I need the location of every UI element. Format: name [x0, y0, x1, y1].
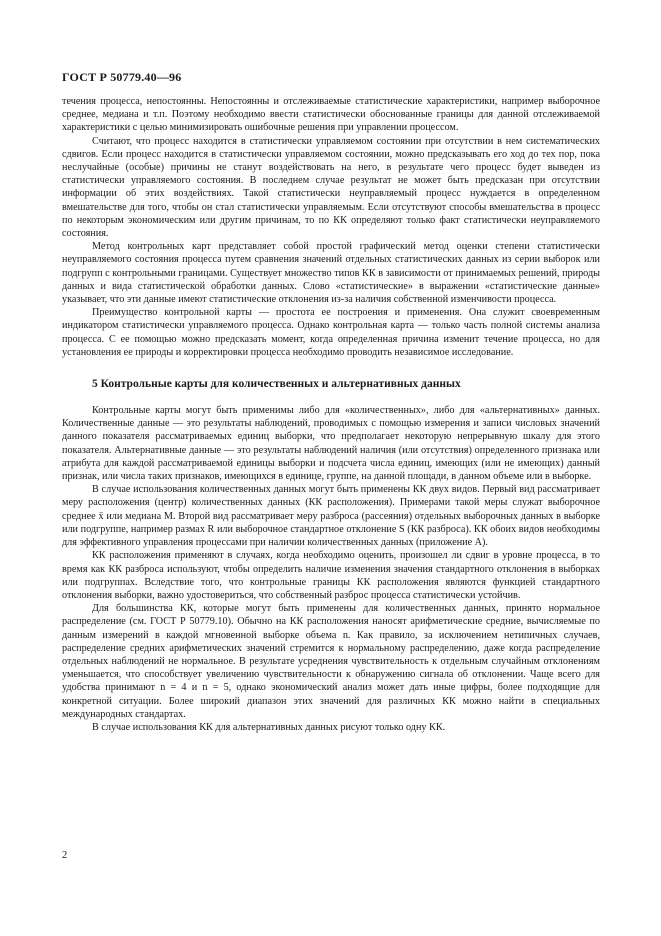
paragraph: Для большинства КК, которые могут быть применены для количественных данных, принято нормальное распределение (см. ГОСТ Р 50779.10). Обычно на КК расположения наносят арифметические средние, вычисляемые по данным измерений в каждой мгновенной выборке объема n. Как правило, за исключением нетипичных случаев, распределение средних арифметических значений стремится к нормальному распределению, даже когда распределение отдельных наблюдений не нормальное. В результате усреднения чувствительность к отдельным случайным отклонениям уменьшается, что способствует увеличению чувствительности к обнаружению сигнала об отклонении. Чаще всего для удобства принимают n = 4 и n = 5, однако экономический анализ может дать иные цифры, более подходящие для конкретной ситуации. Более широкий диапазон этих значений для различных КК можно найти в специальных международных стандартах.: [62, 603, 600, 720]
document-header: ГОСТ Р 50779.40—96: [62, 70, 182, 84]
section-heading: 5 Контрольные карты для количественных и альтернативных данных: [92, 378, 461, 391]
paragraph: Преимущество контрольной карты — простота ее построения и применения. Она служит своевременным индикатором статистически управляемого процесса. Однако контрольная карта — только часть полной системы анализа процесса. С ее помощью можно предсказать момент, когда определенная причина изменит течение процесса, но для установления ее природы и корректировки процесса необходимо проводить независимое исследование.: [62, 307, 600, 358]
paragraph: В случае использования количественных данных могут быть применены КК двух видов. Первый вид рассматривает меру расположения (центр) количественных данных (КК расположения). Примерами такой меры служат выборочное среднее x̄ или медиана M. Второй вид рассматривает меру разброса (рассеяния) отдельных выборочных данных в выборке или подгруппе, например размах R или выборочное стандартное отклонение S (КК разброса). КК обоих видов необходимы для эффективного управления процессами при наличии количественных данных (приложение А).: [62, 484, 600, 549]
paragraph: течения процесса, непостоянны. Непостоянны и отслеживаемые статистические характеристики, например выборочное среднее, медиана и т.п. Поэтому необходимо ввести статистически обоснованные границы для данной отслеживаемой характеристики с целью минимизировать ошибочные решения при управлении процессом.: [62, 96, 600, 134]
paragraph: В случае использования КК для альтернативных данных рисуют только одну КК.: [92, 721, 446, 733]
paragraph: Считают, что процесс находится в статистически управляемом состоянии при отсутствии в нем систематических сдвигов. Если процесс находится в статистически управляемом состоянии, можно предсказывать его ход до тех пор, пока неслучайные (особые) причины не станут воздействовать на него, в результате чего процесс будет выведен из статистически управляемого состояния. В последнем случае результат не может быть предсказан при отсутствии информации об этих воздействиях. Такой статистически неуправляемый процесс нуждается в определенном вмешательстве для того, чтобы он стал статистически управляемым. Если отсутствуют способы вмешательства в процесс по некоторым экономическим или другим причинам, то по КК определяют только факт статистически неуправляемого состояния.: [62, 135, 600, 240]
paragraph: Контрольные карты могут быть применимы либо для «количественных», либо для «альтернативных» данных. Количественные данные — это результаты наблюдений, проводимых с помощью измерения и записи числовых значений данного показателя рассматриваемых единиц выборки, что предполагает некоторую непрерывную шкалу для этого показателя. Альтернативные данные — это результаты наблюдений наличия (или отсутствия) определенного признака или атрибута для каждой рассматриваемой единицы выборки и подсчета числа единиц, имеющих (или не имеющих) данный признак, или числа таких признаков, имеющихся в единице, группе, на данной площади, в данном объеме или в выборке.: [62, 405, 600, 483]
paragraph: Метод контрольных карт представляет собой простой графический метод оценки степени статистически неуправляемого состояния процесса путем сравнения значений отдельных статистических данных из серии выборок или подгрупп с контрольными границами. Существует множество типов КК в зависимости от принимаемых решений, природы данных и вида статистической обработки данных. Слово «статистические» в выражении «статистические данные» указывает, что эти данные имеют статистические отклонения из-за наличия собственной изменчивости процесса.: [62, 241, 600, 306]
document-body: [62, 95, 600, 734]
page-number: 2: [62, 850, 68, 861]
paragraph: КК расположения применяют в случаях, когда необходимо оценить, произошел ли сдвиг в уровне процесса, в то время как КК разброса используют, чтобы определить наличие изменения значения стандартного отклонения в выборках или подгруппах. Вследствие того, что контрольные границы КК расположения являются функцией стандартного отклонения выборки, важно удостовериться, что собственный разброс процесса статистически устойчив.: [62, 550, 600, 601]
